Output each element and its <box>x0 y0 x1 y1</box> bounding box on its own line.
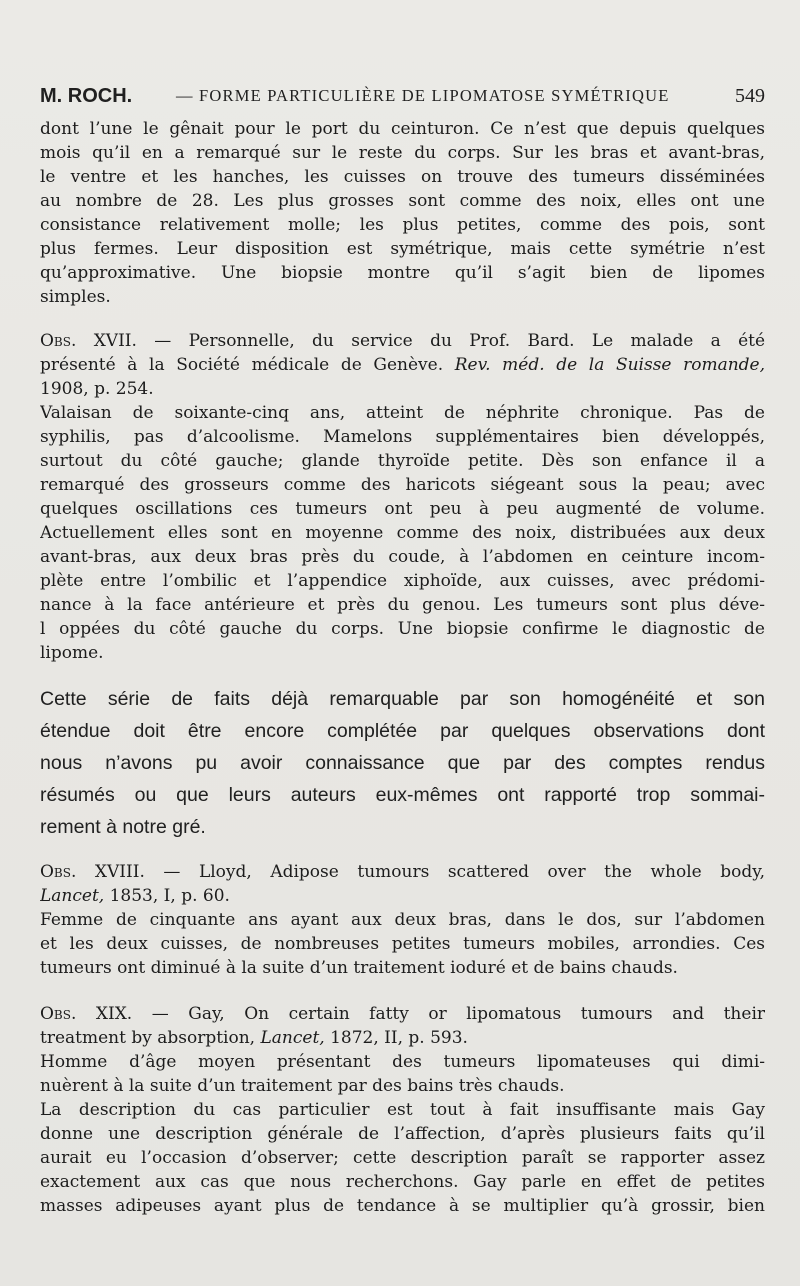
text-line: et les deux cuisses, de nombreuses petites tumeurs mobiles, arrondies. Ces <box>40 934 765 954</box>
text-line: surtout du côté gauche; glande thyroïde petite. Dès son enfance il a <box>40 451 765 471</box>
summary-line: Cette série de faits déjà remarquable par son homogénéité et son <box>40 688 765 710</box>
text-line: donne une description générale de l’affection, d’après plusieurs faits qu’il <box>40 1124 765 1144</box>
observation-label: Obs. XVIII. <box>40 862 145 882</box>
text-line: l oppées du côté gauche du corps. Une biopsie confirme le diagnostic de <box>40 619 765 639</box>
text-line: tumeurs ont diminué à la suite d’un traitement ioduré et de bains chauds. <box>40 958 678 978</box>
text-line: Femme de cinquante ans ayant aux deux bras, dans le dos, sur l’abdomen <box>40 910 765 930</box>
text-line: lipome. <box>40 643 104 663</box>
text-line: aurait eu l’occasion d’observer; cette description paraît se rapporter assez <box>40 1148 765 1168</box>
text-line: simples. <box>40 287 111 307</box>
reference-line: Lancet, 1853, I, p. 60. <box>40 886 230 906</box>
observation-label: Obs. XIX. <box>40 1004 133 1024</box>
header-title: — FORME PARTICULIÈRE DE LIPOMATOSE SYMÉTRIQUE <box>176 86 670 105</box>
text-line: le ventre et les hanches, les cuisses on trouve des tumeurs disséminées <box>40 167 765 187</box>
text-line: quelques oscillations ces tumeurs ont peu à peu augmenté de volume. <box>40 499 765 519</box>
summary-line: rement à notre gré. <box>40 816 206 838</box>
text-line: Valaisan de soixante-cinq ans, atteint de néphrite chronique. Pas de <box>40 403 765 423</box>
text-line: masses adipeuses ayant plus de tendance à se multiplier qu’à grossir, bien <box>40 1196 765 1216</box>
observation-heading: Obs. XVII. — Personnelle, du service du Prof. Bard. Le malade a été <box>40 331 765 351</box>
page-number: 549 <box>735 85 765 107</box>
text-line: mois qu’il en a remarqué sur le reste du corps. Sur les bras et avant-bras, <box>40 143 765 163</box>
text-line: nance à la face antérieure et près du genou. Les tumeurs sont plus déve- <box>40 595 765 615</box>
journal-title: Rev. méd. de la Suisse romande, <box>454 355 765 375</box>
text-line: plète entre l’ombilic et l’appendice xiphoïde, aux cuisses, avec prédomi- <box>40 571 765 591</box>
summary-line: étendue doit être encore complétée par quelques observations dont <box>40 720 765 742</box>
text-line: avant-bras, aux deux bras près du coude, à l’abdomen en ceinture incom- <box>40 547 765 567</box>
running-header <box>40 85 765 111</box>
journal-title: Lancet, <box>40 886 105 906</box>
summary-line: résumés ou que leurs auteurs eux-mêmes ont rapporté trop sommai- <box>40 784 765 806</box>
text-line: remarqué des grosseurs comme des haricots siégeant sous la peau; avec <box>40 475 765 495</box>
text-line: Homme d’âge moyen présentant des tumeurs lipomateuses qui dimi- <box>40 1052 765 1072</box>
text-line: plus fermes. Leur disposition est symétrique, mais cette symétrie n’est <box>40 239 765 259</box>
text-line: La description du cas particulier est tout à fait insuffisante mais Gay <box>40 1100 765 1120</box>
observation-heading: Obs. XVIII. — Lloyd, Adipose tumours scattered over the whole body, <box>40 862 765 882</box>
reference-line: 1908, p. 254. <box>40 379 154 399</box>
text-line: au nombre de 28. Les plus grosses sont comme des noix, elles ont une <box>40 191 765 211</box>
reference-line: présenté à la Société médicale de Genève. Rev. méd. de la Suisse romande, <box>40 355 765 375</box>
text-line: syphilis, pas d’alcoolisme. Mamelons supplémentaires bien développés, <box>40 427 765 447</box>
summary-line: nous n’avons pu avoir connaissance que par des comptes rendus <box>40 752 765 774</box>
observation-heading: Obs. XIX. — Gay, On certain fatty or lipomatous tumours and their <box>40 1004 765 1024</box>
text-line: consistance relativement molle; les plus petites, comme des pois, sont <box>40 215 765 235</box>
text-line: exactement aux cas que nous recherchons. Gay parle en effet de petites <box>40 1172 765 1192</box>
journal-title: Lancet, <box>260 1028 325 1048</box>
header-author: M. ROCH. <box>40 85 133 107</box>
reference-line: treatment by absorption, Lancet, 1872, II, p. 593. <box>40 1028 468 1048</box>
text-line: Actuellement elles sont en moyenne comme des noix, distribuées aux deux <box>40 523 765 543</box>
observation-label: Obs. XVII. <box>40 331 137 351</box>
text-line: nuèrent à la suite d’un traitement par des bains très chauds. <box>40 1076 565 1096</box>
text-line: qu’approximative. Une biopsie montre qu’il s’agit bien de lipomes <box>40 263 765 283</box>
text-line: dont l’une le gênait pour le port du ceinturon. Ce n’est que depuis quelques <box>40 119 765 139</box>
